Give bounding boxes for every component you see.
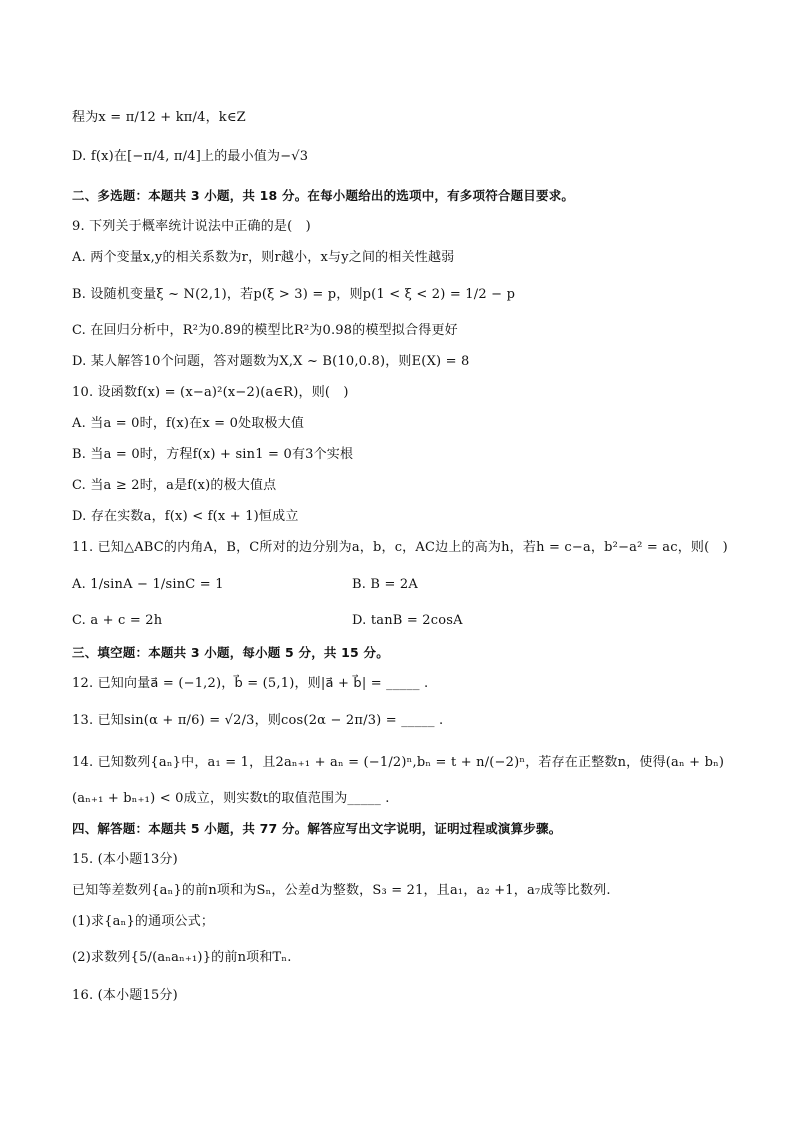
question-9: 9. 下列关于概率统计说法中正确的是( ): [72, 219, 311, 234]
line-symmetry-axis: 程为x = π/12 + kπ/4，k∈Z: [72, 110, 246, 125]
option-11b: B. B = 2A: [352, 577, 418, 592]
section-multiple-choice-header: 二、多选题：本题共 3 小题，共 18 分。在每小题给出的选项中，有多项符合题目要求。: [72, 188, 575, 203]
option-9d: D. 某人解答10个问题，答对题数为X,X ~ B(10,0.8)，则E(X) = 8: [72, 354, 470, 369]
question-15-part-1: (1)求{aₙ}的通项公式；: [72, 914, 215, 929]
option-10b: B. 当a = 0时，方程f(x) + sin1 = 0有3个实根: [72, 447, 354, 462]
question-12: 12. 已知向量a⃗ = (−1,2)，b⃗ = (5,1)，则|a⃗ + b⃗| = _____ .: [72, 676, 429, 691]
option-8d: D. f(x)在[−π/4, π/4]上的最小值为−√3: [72, 149, 309, 164]
section-fill-in-header: 三、填空题：本题共 3 小题，每小题 5 分，共 15 分。: [72, 645, 389, 660]
option-9b: B. 设随机变量ξ ~ N(2,1)，若p(ξ > 3) = p，则p(1 < ξ < 2) = 1/2 − p: [72, 287, 516, 302]
option-9c: C. 在回归分析中，R²为0.89的模型比R²为0.98的模型拟合得更好: [72, 323, 458, 338]
question-13: 13. 已知sin(α + π/6) = √2/3，则cos(2α − 2π/3) = _____ .: [72, 713, 444, 728]
option-10a: A. 当a = 0时，f(x)在x = 0处取极大值: [72, 416, 305, 431]
question-11: 11. 已知△ABC的内角A，B，C所对的边分别为a，b，c，AC边上的高为h，若h = c−a，b²−a² = ac，则( ): [72, 540, 728, 555]
question-10: 10. 设函数f(x) = (x−a)²(x−2)(a∈R)，则( ): [72, 385, 349, 400]
option-10c: C. 当a ≥ 2时，a是f(x)的极大值点: [72, 478, 277, 493]
option-11d: D. tanB = 2cosA: [352, 613, 463, 628]
option-9a: A. 两个变量x,y的相关系数为r，则r越小，x与y之间的相关性越弱: [72, 250, 455, 265]
question-15-stem: 已知等差数列{aₙ}的前n项和为Sₙ，公差d为整数，S₃ = 21，且a₁，a₂ +1，a₇成等比数列.: [72, 883, 611, 898]
question-15-part-2: (2)求数列{5/(aₙaₙ₊₁)}的前n项和Tₙ.: [72, 950, 292, 965]
option-11c: C. a + c = 2h: [72, 613, 163, 628]
question-14-continued: (aₙ₊₁ + bₙ₊₁) < 0成立，则实数t的取值范围为_____ .: [72, 791, 390, 806]
option-11a: A. 1/sinA − 1/sinC = 1: [72, 577, 224, 592]
section-answer-header: 四、解答题：本题共 5 小题，共 77 分。解答应写出文字说明，证明过程或演算步骤。: [72, 821, 562, 836]
question-14: 14. 已知数列{aₙ}中，a₁ = 1，且2aₙ₊₁ + aₙ = (−1/2)ⁿ,bₙ = t + n/(−2)ⁿ，若存在正整数n，使得(aₙ + bₙ): [72, 755, 725, 770]
question-15-title: 15. (本小题13分): [72, 852, 178, 867]
option-10d: D. 存在实数a，f(x) < f(x + 1)恒成立: [72, 509, 299, 524]
question-16-title: 16. (本小题15分): [72, 988, 178, 1003]
